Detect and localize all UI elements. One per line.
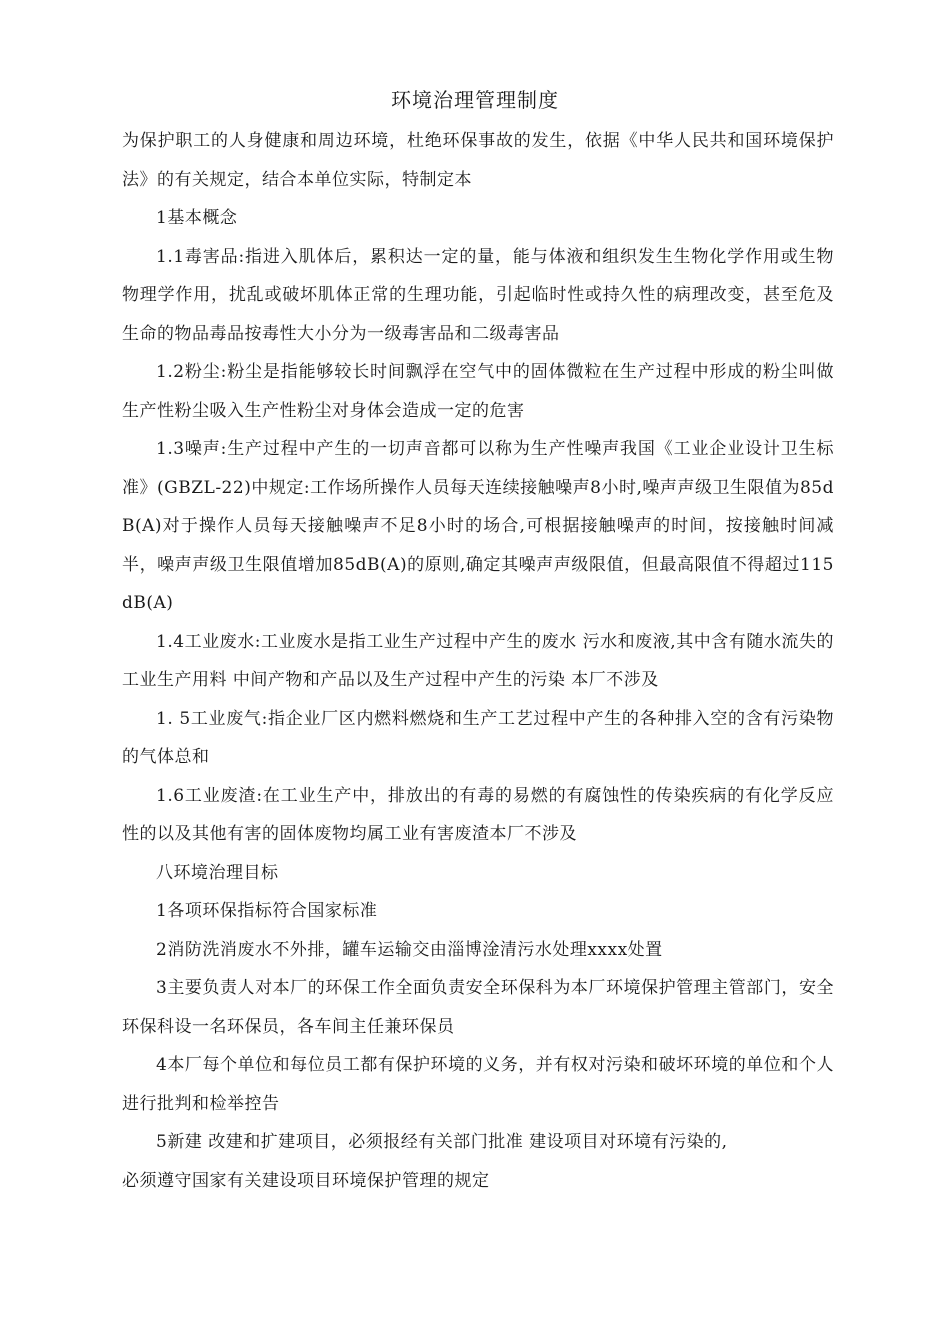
goal-item-4: 4本厂每个单位和每位员工都有保护环境的义务，并有权对污染和破坏环境的单位和个人进行批判和检举控告 [122, 1055, 834, 1114]
paragraph-1-2-dust: 1.2粉尘:粉尘是指能够较长时间飘浮在空气中的固体微粒在生产过程中形成的粉尘叫做生产性粉尘吸入生产性粉尘对身体会造成一定的危害 [122, 362, 834, 421]
document-title: 环境治理管理制度 [391, 88, 559, 112]
paragraph-1-1-toxic-substances: 1.1毒害品:指进入肌体后，累积达一定的量，能与体液和组织发生生物化学作用或生物物理学作用，扰乱或破坏肌体正常的生理功能，引起临时性或持久性的病理改变，甚至危及生命的物品毒品按毒性大小分为一级毒害品和二级毒害品 [122, 246, 834, 344]
goal-item-2: 2消防洗消废水不外排，罐车运输交由淄博淦清污水处理xxxx处置 [156, 939, 663, 960]
goal-item-5-continuation: 必须遵守国家有关建设项目环境保护管理的规定 [122, 1170, 490, 1191]
goal-item-1: 1各项环保指标符合国家标准 [156, 901, 378, 921]
goal-item-5: 5新建 改建和扩建项目，必须报经有关部门批准 建设项目对环境有污染的, [156, 1132, 728, 1152]
paragraph-1-4-industrial-wastewater: 1.4工业废水:工业废水是指工业生产过程中产生的废水 污水和废液,其中含有随水流失的工业生产用料 中间产物和产品以及生产过程中产生的污染 本厂不涉及 [122, 631, 834, 690]
section-heading-governance-goals: 八环境治理目标 [156, 862, 279, 883]
paragraph-1-6-industrial-waste-residue: 1.6工业废渣:在工业生产中，排放出的有毒的易燃的有腐蚀性的传染疾病的有化学反应性的以及其他有害的固体废物均属工业有害废渣本厂不涉及 [122, 785, 834, 844]
paragraph-1-5-industrial-exhaust: 1. 5工业废气:指企业厂区内燃料燃烧和生产工艺过程中产生的各种排入空的含有污染物的气体总和 [122, 708, 834, 767]
document-body [122, 122, 834, 1200]
section-heading-basic-concepts: 1基本概念 [156, 208, 238, 228]
paragraph-1-3-noise: 1.3噪声:生产过程中产生的一切声音都可以称为生产性噪声我国《工业企业设计卫生标准》(GBZL-22)中规定:工作场所操作人员每天连续接触噪声8小时,噪声声级卫生限值为85dB(A)对于操作人员每天接触噪声不足8小时的场合,可根据接触噪声的时间，按接触时间减半，噪声声级卫生限值增加85dB(A)的原则,确定其噪声声级限值，但最高限值不得超过115dB(A) [122, 439, 834, 613]
intro-paragraph: 为保护职工的人身健康和周边环境，杜绝环保事故的发生，依据《中华人民共和国环境保护法》的有关规定，结合本单位实际，特制定本 [122, 131, 834, 190]
goal-item-3: 3主要负责人对本厂的环保工作全面负责安全环保科为本厂环境保护管理主管部门，安全环保科设一名环保员，各车间主任兼环保员 [122, 978, 834, 1037]
